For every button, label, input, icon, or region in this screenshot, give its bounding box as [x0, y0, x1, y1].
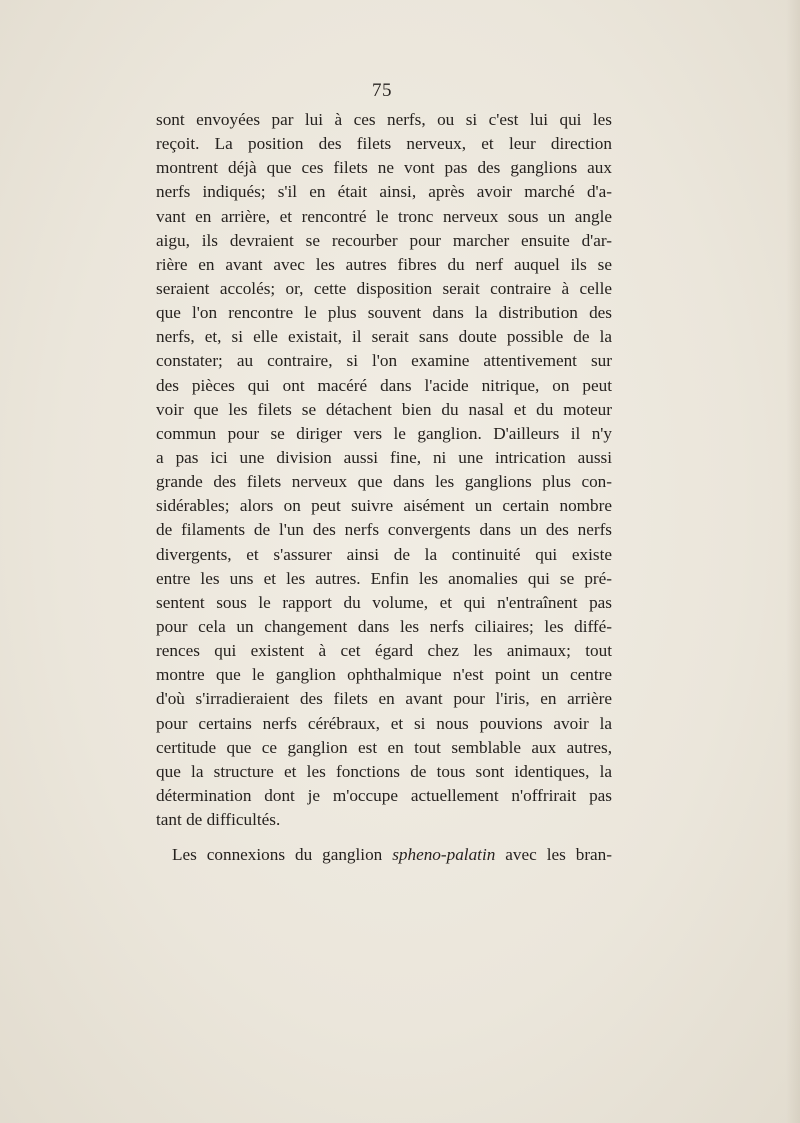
- text-line: voir que les filets se détachent bien du nasal et du moteur: [156, 399, 612, 419]
- text-line: montre que le ganglion ophthalmique n'est point un centre: [156, 665, 612, 685]
- text-line: commun pour se diriger vers le ganglion. D'ailleurs il n'y: [156, 423, 612, 443]
- text-line: d'où s'irradieraient des filets en avant pour l'iris, en arrière: [156, 689, 612, 709]
- text-line: nerfs indiqués; s'il en était ainsi, après avoir marché d'a-: [156, 182, 612, 202]
- text-line: rière en avant avec les autres fibres du nerf auquel ils se: [156, 254, 612, 274]
- text-line: reçoit. La position des filets nerveux, et leur direction: [156, 134, 612, 154]
- text-line: sont envoyées par lui à ces nerfs, ou si c'est lui qui les: [156, 110, 612, 129]
- text-line: pour cela un changement dans les nerfs ciliaires; les diffé-: [156, 616, 612, 636]
- text-line: entre les uns et les autres. Enfin les anomalies qui se pré-: [156, 568, 612, 588]
- text-line-last: tant de difficultés.: [156, 810, 281, 830]
- text-line: vant en arrière, et rencontré le tronc nerveux sous un angle: [156, 206, 612, 226]
- paragraph-gap: [156, 832, 612, 843]
- text-line: de filaments de l'un des nerfs convergents dans un des nerfs: [156, 520, 612, 540]
- page-number: 75: [372, 80, 392, 101]
- text-line: seraient accolés; or, cette disposition serait contraire à celle: [156, 278, 612, 298]
- text-line: montrent déjà que ces filets ne vont pas des ganglions aux: [156, 158, 612, 178]
- page-edge-shadow: [786, 0, 800, 1123]
- paragraph2-text-before: Les connexions du ganglion: [172, 845, 393, 865]
- paragraph2-first-line: [156, 843, 612, 867]
- text-line: constater; au contraire, si l'on examine attentivement sur: [156, 351, 612, 371]
- paragraph2-italic-term: spheno-palatin: [392, 845, 496, 865]
- text-line: que l'on rencontre le plus souvent dans la distribution des: [156, 303, 612, 323]
- text-line: grande des filets nerveux que dans les ganglions plus con-: [156, 472, 612, 492]
- text-line: aigu, ils devraient se recourber pour marcher ensuite d'ar-: [156, 230, 612, 250]
- text-line: des pièces qui ont macéré dans l'acide nitrique, on peut: [156, 375, 612, 395]
- text-line: certitude que ce ganglion est en tout semblable aux autres,: [156, 737, 612, 757]
- text-line: a pas ici une division aussi fine, ni une intrication aussi: [156, 447, 612, 467]
- text-line: pour certains nerfs cérébraux, et si nous pouvions avoir la: [156, 713, 612, 733]
- text-line: divergents, et s'assurer ainsi de la continuité qui existe: [156, 544, 612, 564]
- paragraph2-text-after: avec les bran-: [495, 845, 612, 865]
- text-line: sentent sous le rapport du volume, et qui n'entraînent pas: [156, 592, 612, 612]
- text-line: rences qui existent à cet égard chez les animaux; tout: [156, 641, 612, 661]
- body-text: [156, 108, 612, 867]
- text-line: sidérables; alors on peut suivre aisément un certain nombre: [156, 496, 612, 516]
- text-line: détermination dont je m'occupe actuellement n'offrirait pas: [156, 785, 612, 805]
- text-line: que la structure et les fonctions de tous sont identiques, la: [156, 761, 612, 781]
- text-line: nerfs, et, si elle existait, il serait sans doute possible de la: [156, 327, 612, 347]
